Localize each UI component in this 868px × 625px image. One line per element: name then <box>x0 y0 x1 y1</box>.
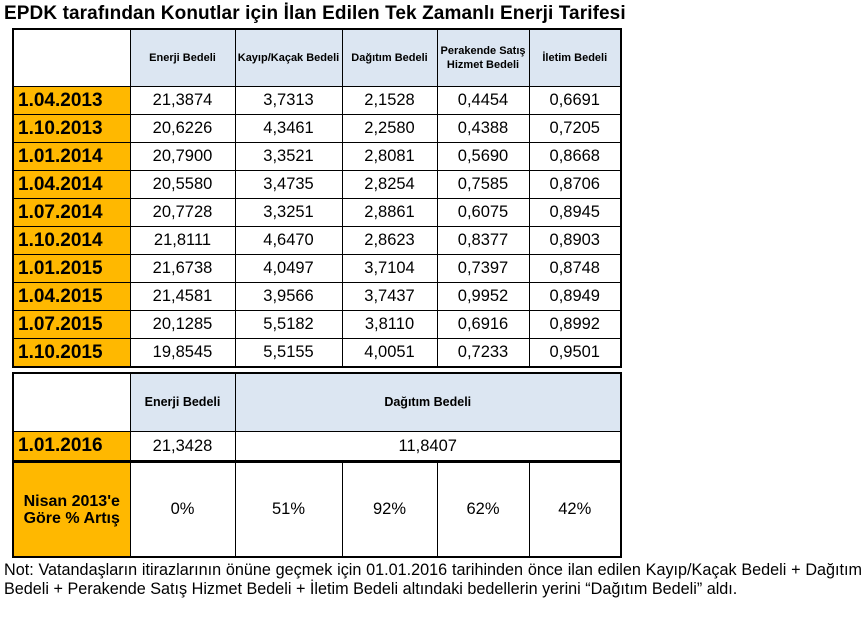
increase-distribution-cell: 92% <box>342 462 437 557</box>
energy-fee-cell: 20,6226 <box>130 115 235 143</box>
header-energy-fee: Enerji Bedeli <box>130 373 235 432</box>
increase-transmission-cell: 42% <box>529 462 621 557</box>
date-cell: 1.10.2015 <box>13 339 130 368</box>
date-cell: 1.04.2015 <box>13 283 130 311</box>
table-row <box>13 432 621 462</box>
energy-fee-cell: 21,3428 <box>130 432 235 462</box>
transmission-fee-cell: 0,9501 <box>529 339 621 368</box>
increase-retail-service-cell: 62% <box>437 462 529 557</box>
table-row <box>13 462 621 557</box>
energy-fee-cell: 21,4581 <box>130 283 235 311</box>
tariff-2016-table <box>12 372 622 462</box>
header-transmission-fee: İletim Bedeli <box>529 29 621 87</box>
transmission-fee-cell: 0,8992 <box>529 311 621 339</box>
table-row <box>13 199 621 227</box>
retail-service-fee-cell: 0,7233 <box>437 339 529 368</box>
header-corner-cell <box>13 29 130 87</box>
date-cell: 1.01.2015 <box>13 255 130 283</box>
retail-service-fee-cell: 0,6075 <box>437 199 529 227</box>
energy-fee-cell: 21,6738 <box>130 255 235 283</box>
increase-label: Nisan 2013'e Göre % Artış <box>13 462 130 557</box>
loss-theft-fee-cell: 4,0497 <box>235 255 342 283</box>
energy-fee-cell: 21,8111 <box>130 227 235 255</box>
table-row <box>13 227 621 255</box>
energy-fee-cell: 20,7900 <box>130 143 235 171</box>
energy-fee-cell: 21,3874 <box>130 87 235 115</box>
tariff-history-table <box>12 28 622 368</box>
footnote: Not: Vatandaşların itirazlarının önüne geçmek için 01.01.2016 tarihinden önce ilan edilen Kayıp/Kaçak Bedeli + Dağıtım Bedeli + Perakende Satış Hizmet Bedeli + İletim Bedeli altındaki bedellerin yerini “Dağıtım Bedeli” aldı. <box>4 561 862 598</box>
table-body <box>13 87 621 368</box>
loss-theft-fee-cell: 3,7313 <box>235 87 342 115</box>
transmission-fee-cell: 0,8903 <box>529 227 621 255</box>
header-distribution-fee: Dağıtım Bedeli <box>235 373 621 432</box>
transmission-fee-cell: 0,8945 <box>529 199 621 227</box>
date-cell: 1.10.2013 <box>13 115 130 143</box>
header-distribution-fee: Dağıtım Bedeli <box>342 29 437 87</box>
retail-service-fee-cell: 0,7585 <box>437 171 529 199</box>
table-row <box>13 171 621 199</box>
header-retail-service-fee: Perakende Satış Hizmet Bedeli <box>437 29 529 87</box>
energy-fee-cell: 20,7728 <box>130 199 235 227</box>
distribution-fee-cell: 2,8861 <box>342 199 437 227</box>
transmission-fee-cell: 0,8949 <box>529 283 621 311</box>
table-row <box>13 311 621 339</box>
distribution-fee-cell: 3,7104 <box>342 255 437 283</box>
retail-service-fee-cell: 0,5690 <box>437 143 529 171</box>
table-row <box>13 87 621 115</box>
increase-table <box>12 461 622 558</box>
date-cell: 1.04.2014 <box>13 171 130 199</box>
retail-service-fee-cell: 0,4454 <box>437 87 529 115</box>
loss-theft-fee-cell: 5,5155 <box>235 339 342 368</box>
distribution-fee-cell: 2,2580 <box>342 115 437 143</box>
page-title: EPDK tarafından Konutlar için İlan Edilen Tek Zamanlı Enerji Tarifesi <box>4 3 626 24</box>
distribution-fee-cell: 2,8254 <box>342 171 437 199</box>
transmission-fee-cell: 0,6691 <box>529 87 621 115</box>
date-cell: 1.10.2014 <box>13 227 130 255</box>
retail-service-fee-cell: 0,6916 <box>437 311 529 339</box>
distribution-fee-cell: 4,0051 <box>342 339 437 368</box>
transmission-fee-cell: 0,7205 <box>529 115 621 143</box>
distribution-fee-cell: 2,8081 <box>342 143 437 171</box>
distribution-fee-cell: 3,8110 <box>342 311 437 339</box>
energy-fee-cell: 19,8545 <box>130 339 235 368</box>
increase-energy-cell: 0% <box>130 462 235 557</box>
table-row <box>13 115 621 143</box>
loss-theft-fee-cell: 5,5182 <box>235 311 342 339</box>
retail-service-fee-cell: 0,7397 <box>437 255 529 283</box>
loss-theft-fee-cell: 3,3251 <box>235 199 342 227</box>
distribution-fee-cell: 2,8623 <box>342 227 437 255</box>
date-cell: 1.07.2014 <box>13 199 130 227</box>
retail-service-fee-cell: 0,8377 <box>437 227 529 255</box>
distribution-fee-cell: 2,1528 <box>342 87 437 115</box>
header-energy-fee: Enerji Bedeli <box>130 29 235 87</box>
energy-fee-cell: 20,1285 <box>130 311 235 339</box>
loss-theft-fee-cell: 4,6470 <box>235 227 342 255</box>
loss-theft-fee-cell: 3,4735 <box>235 171 342 199</box>
table-row <box>13 339 621 368</box>
table-row <box>13 255 621 283</box>
header-corner-cell <box>13 373 130 432</box>
date-cell: 1.01.2014 <box>13 143 130 171</box>
loss-theft-fee-cell: 3,9566 <box>235 283 342 311</box>
table-row <box>13 143 621 171</box>
retail-service-fee-cell: 0,9952 <box>437 283 529 311</box>
increase-loss-theft-cell: 51% <box>235 462 342 557</box>
energy-fee-cell: 20,5580 <box>130 171 235 199</box>
transmission-fee-cell: 0,8668 <box>529 143 621 171</box>
retail-service-fee-cell: 0,4388 <box>437 115 529 143</box>
loss-theft-fee-cell: 3,3521 <box>235 143 342 171</box>
transmission-fee-cell: 0,8748 <box>529 255 621 283</box>
date-cell: 1.04.2013 <box>13 87 130 115</box>
distribution-fee-cell: 11,8407 <box>235 432 621 462</box>
date-cell: 1.07.2015 <box>13 311 130 339</box>
header-loss-theft-fee: Kayıp/Kaçak Bedeli <box>235 29 342 87</box>
loss-theft-fee-cell: 4,3461 <box>235 115 342 143</box>
transmission-fee-cell: 0,8706 <box>529 171 621 199</box>
date-cell: 1.01.2016 <box>13 432 130 462</box>
table-header-row <box>13 29 621 87</box>
table-header-row <box>13 373 621 432</box>
distribution-fee-cell: 3,7437 <box>342 283 437 311</box>
table-row <box>13 283 621 311</box>
